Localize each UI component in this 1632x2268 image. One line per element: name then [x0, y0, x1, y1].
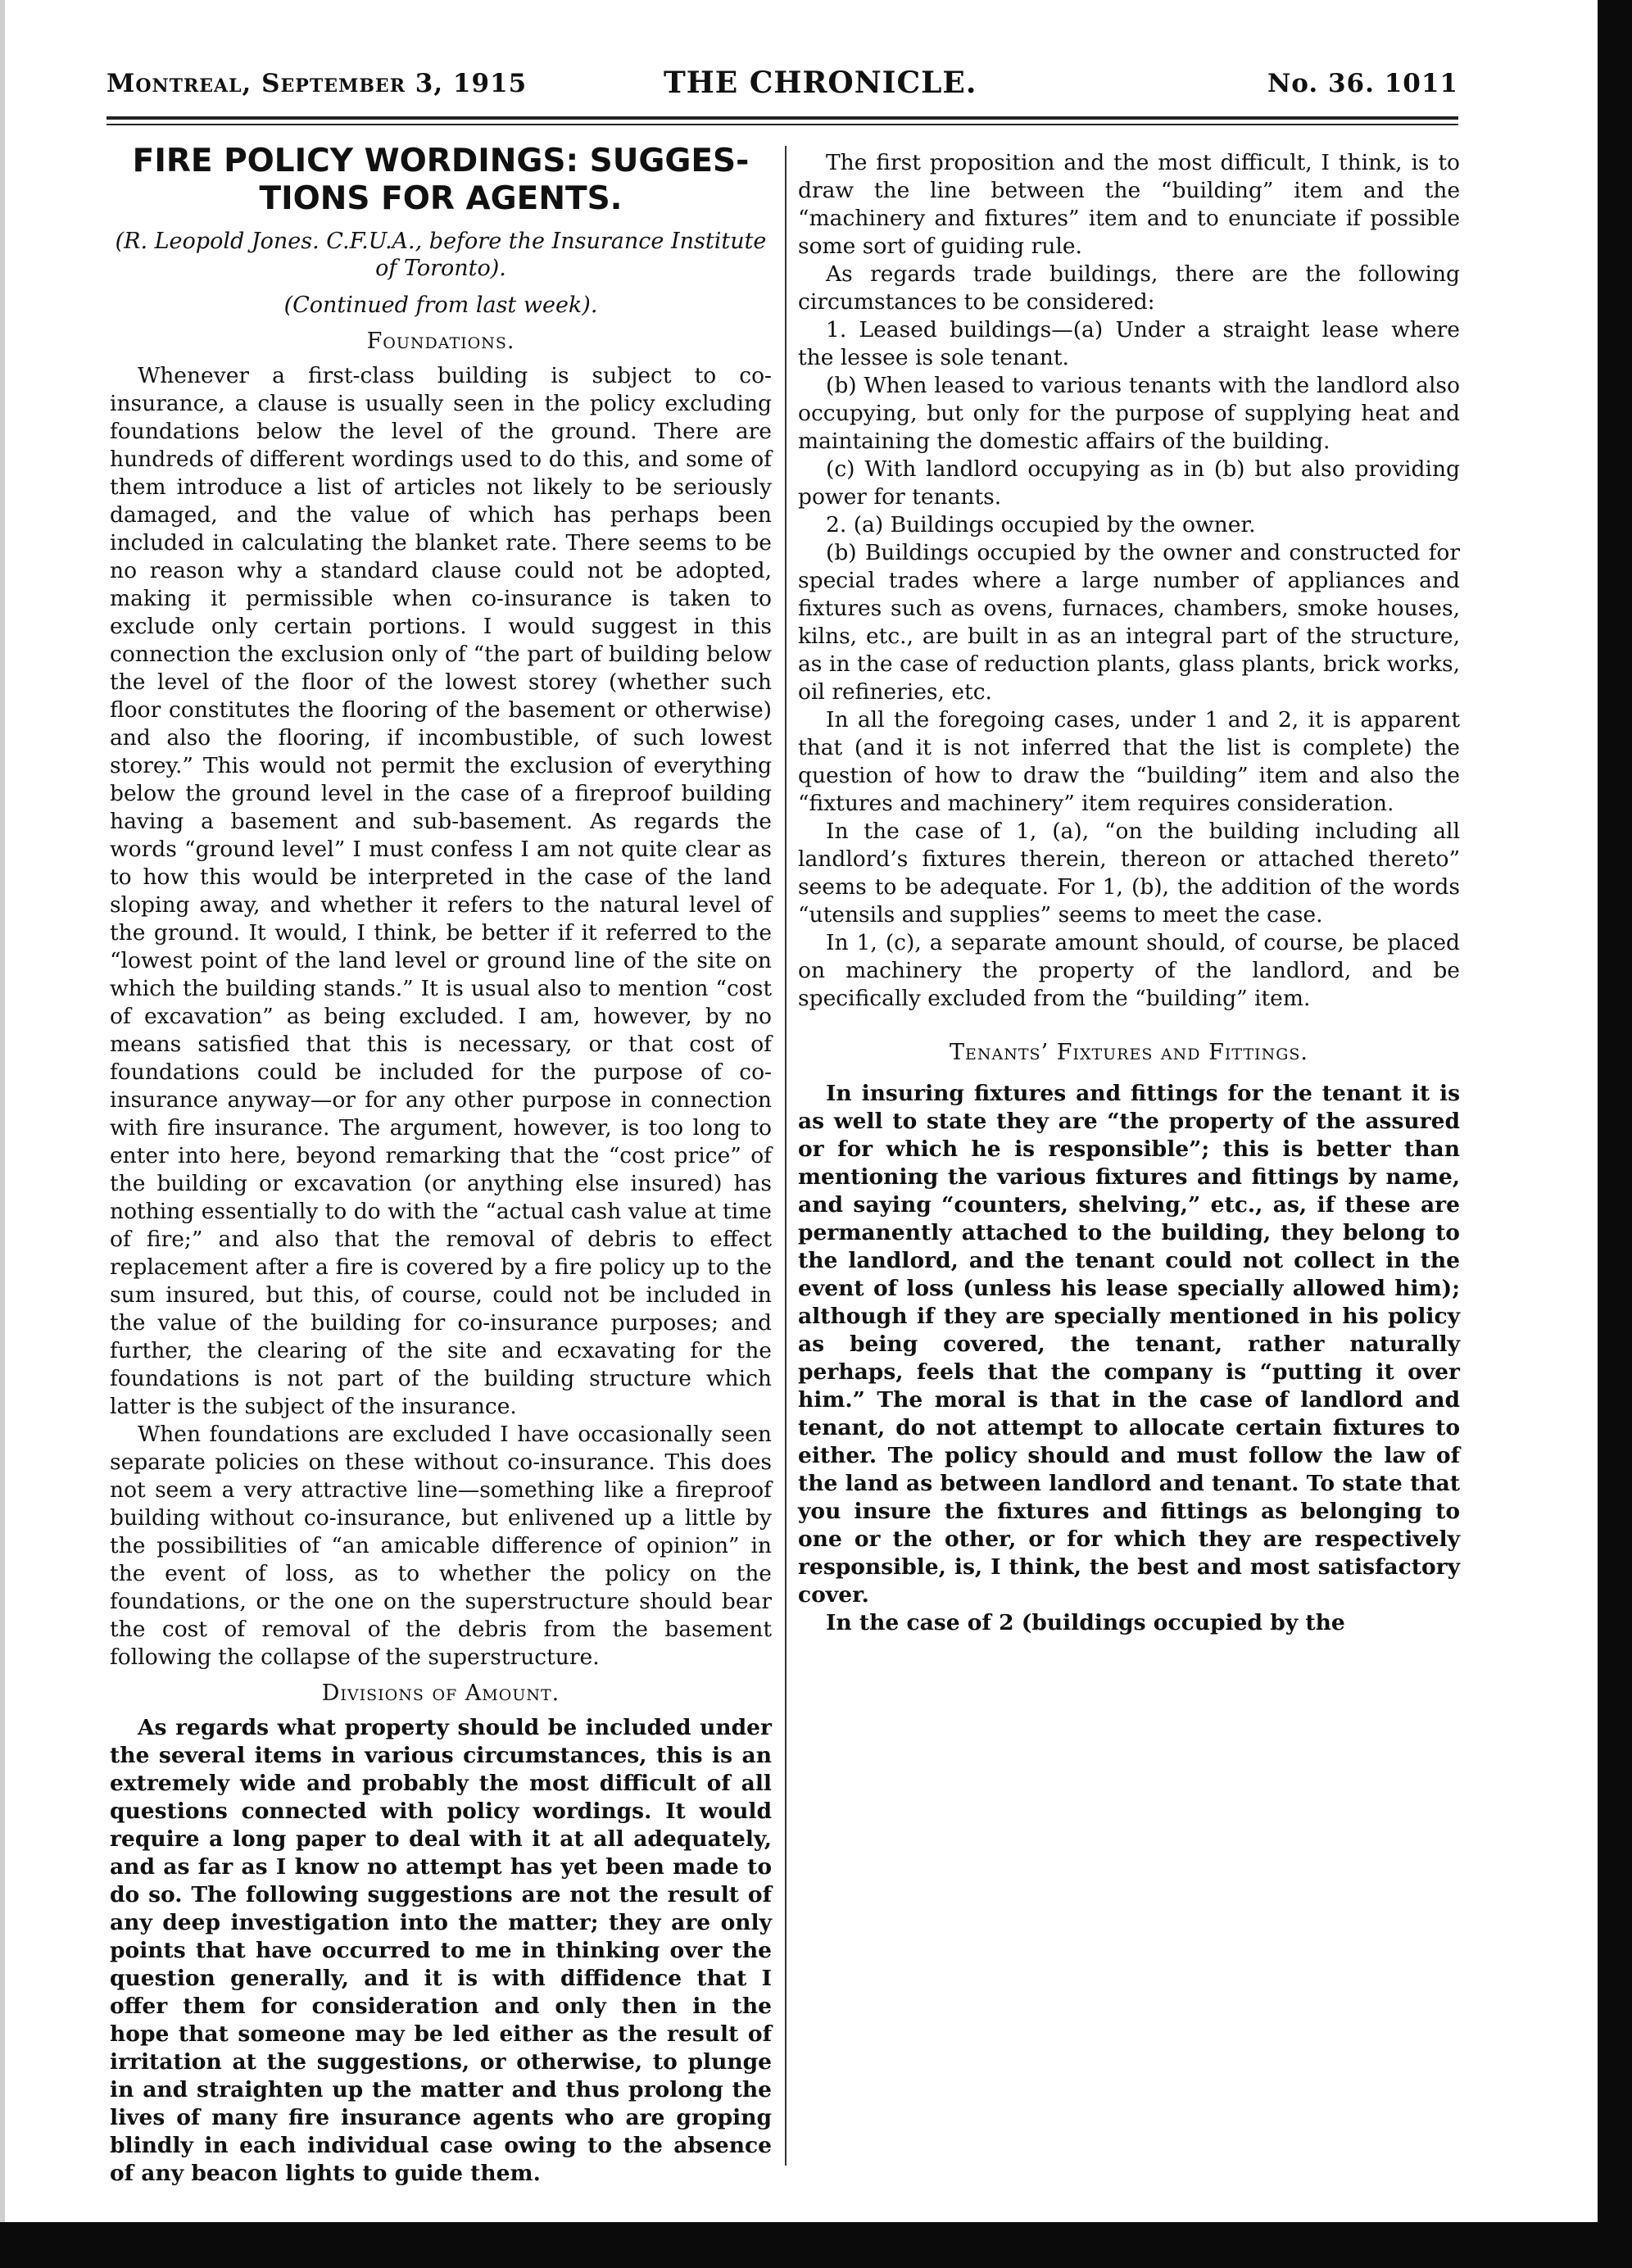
scan-border-right [1598, 0, 1632, 2268]
header-publication-title: THE CHRONICLE. [664, 66, 977, 100]
paragraph: In the case of 2 (buildings occupied by the [826, 1610, 1345, 1635]
paragraph: As regards what property should be included under the several items in various circumstances, this is an extremely wide and probably the most difficult of all questions connected with policy wordings. It would require a long paper to deal with it at all adequately, and as far as I know no attempt has yet been made to do so. The following suggestions are not the result of any deep investigation into the matter; they are only points that have occurred to me in thinking over the question generally, and it is with diffidence that I offer them for consideration and only then in the hope that someone may be led either as the result of irritation at the suggestions, or otherwise, to plunge in and straighten up the matter and thus prolong the lives of many fire insurance agents who are groping blindly in each individual case owing to the absence of any beacon lights to guide them. [110, 1715, 772, 2186]
scan-border-bottom [0, 2222, 1632, 2268]
header-rule-thin [107, 124, 1458, 125]
paragraph: (b) When leased to various tenants with the landlord also occupying, but only for the purpose of supplying heat and maintaining the domestic affairs of the building. [798, 373, 1460, 454]
paragraph: In insuring fixtures and fittings for the tenant it is as well to state they are “the property of the assured or for which he is responsible”; this is better than mentioning the various fixtures and fittings by name, and saying “counters, shelving,” etc., as, if these are permanently attached to the building, they belong to the landlord, and the tenant could not collect in the event of loss (unless his lease specially allowed him); although if they are specially mentioned in his policy as being covered, the tenant, rather naturally perhaps, feels that the company is “putting it over him.” The moral is that in the case of landlord and tenant, do not attempt to allocate certain fixtures to either. The policy should and must follow the law of the land as between landlord and tenant. To state that you insure the fixtures and fittings as belonging to one or the other, or for which they are respectively responsible, is, I think, the best and most satisfactory cover. [798, 1081, 1460, 1608]
paragraph: In the case of 1, (a), “on the building including all landlord’s fixtures therein, thereon or attached thereto” seems to be adequate. For 1, (b), the addition of the words “utensils and supplies” seems to meet the case. [798, 819, 1460, 928]
header-issue-page: No. 36. 1011 [1267, 69, 1458, 98]
paragraph: In all the foregoing cases, under 1 and 2, it is apparent that (and it is not inferred that the list is complete) the question of how to draw the “building” item and also the “fixtures and machinery” item requires consideration. [798, 707, 1460, 816]
paragraph: In 1, (c), a separate amount should, of course, be placed on machinery the property of the landlord, and be specifically excluded from the “building” item. [798, 930, 1460, 1011]
continued-note: (Continued from last week). [283, 293, 598, 318]
paragraph: As regards trade buildings, there are the following circumstances to be considered: [798, 261, 1460, 315]
column-left [110, 143, 772, 2186]
paragraph: 1. Leased buildings—(a) Under a straight lease where the lessee is sole tenant. [798, 317, 1460, 370]
section-heading-foundations: Foundations. [366, 329, 515, 354]
paragraph: (c) With landlord occupying as in (b) but also providing power for tenants. [798, 456, 1460, 510]
column-divider [785, 146, 787, 2166]
running-header [107, 66, 1458, 102]
paragraph: 2. (a) Buildings occupied by the owner. [826, 512, 1256, 538]
paragraph: (b) Buildings occupied by the owner and constructed for special trades where a large number of appliances and fixtures such as ovens, furnaces, chambers, smoke houses, kilns, etc., are built in as an integral part of the structure, as in the case of reduction plants, glass plants, brick works, oil refineries, etc. [798, 540, 1460, 705]
section-heading-divisions: Divisions of Amount. [321, 1681, 560, 1706]
header-dateline: Montreal, September 3, 1915 [107, 69, 528, 98]
section-heading-tenants-fixtures: Tenants’ Fixtures and Fittings. [950, 1040, 1308, 1065]
header-rule [107, 116, 1458, 120]
paragraph: The first proposition and the most difficult, I think, is to draw the line between the “building” item and the “machinery and fixtures” item and to enunciate if possible some sort of guiding rule. [798, 150, 1460, 259]
column-right [798, 149, 1460, 1637]
paragraph: When foundations are excluded I have occasionally seen separate policies on these without co-insurance. This does not seem a very attractive line—something like a fireproof building without co-insurance, but enlivened up a little by the possibilities of “an amicable difference of opinion” in the event of loss, as to whether the policy on the foundations, or the one on the superstructure should bear the cost of removal of the debris from the basement following the collapse of the superstructure. [110, 1422, 772, 1670]
article-byline: (R. Leopold Jones. C.F.U.A., before the Insurance Institute of Toronto). [115, 229, 767, 281]
scan-edge-left [0, 0, 5, 2268]
paragraph: Whenever a first-class building is subject to co-insurance, a clause is usually seen in the policy excluding foundations below the level of the ground. There are hundreds of different wordings used to do this, and some of them introduce a list of articles not likely to be seriously damaged, and the value of which has perhaps been included in calculating the blanket rate. There seems to be no reason why a standard clause could not be adopted, making it permissible when co-insurance is taken to exclude only certain portions. I would suggest in this connection the exclusion only of “the part of building below the level of the floor of the lowest storey (whether such floor constitutes the flooring of the basement or otherwise) and also the flooring, if incombustible, of such lowest storey.” This would not permit the exclusion of everything below the ground level in the case of a fireproof building having a basement and sub-basement. As regards the words “ground level” I must confess I am not quite clear as to how this would be interpreted in the case of the land sloping away, and whether it refers to the natural level of the ground. It would, I think, be better if it referred to the “lowest point of the land level or ground line of the site on which the building stands.” It is usual also to mention “cost of excavation” as being excluded. I am, however, by no means satisfied that this is necessary, or that cost of foundations could be included for the purpose of co-insurance anyway—or for any other purpose in connection with fire insurance. The argument, however, is too long to enter into here, beyond remarking that the “cost price” of the building or excavation (or anything else insured) has nothing essentially to do with the “actual cash value at time of fire;” and also that the removal of debris to effect replacement after a fire is covered by a fire policy up to the sum insured, but this, of course, could not be included in the value of the building for co-insurance purposes; and further, the clearing of the site and ecxavating for the foundations is not part of the building structure which latter is the subject of the insurance. [110, 363, 772, 1419]
article-title: FIRE POLICY WORDINGS: SUGGES-TIONS FOR AGENTS. [132, 143, 750, 217]
